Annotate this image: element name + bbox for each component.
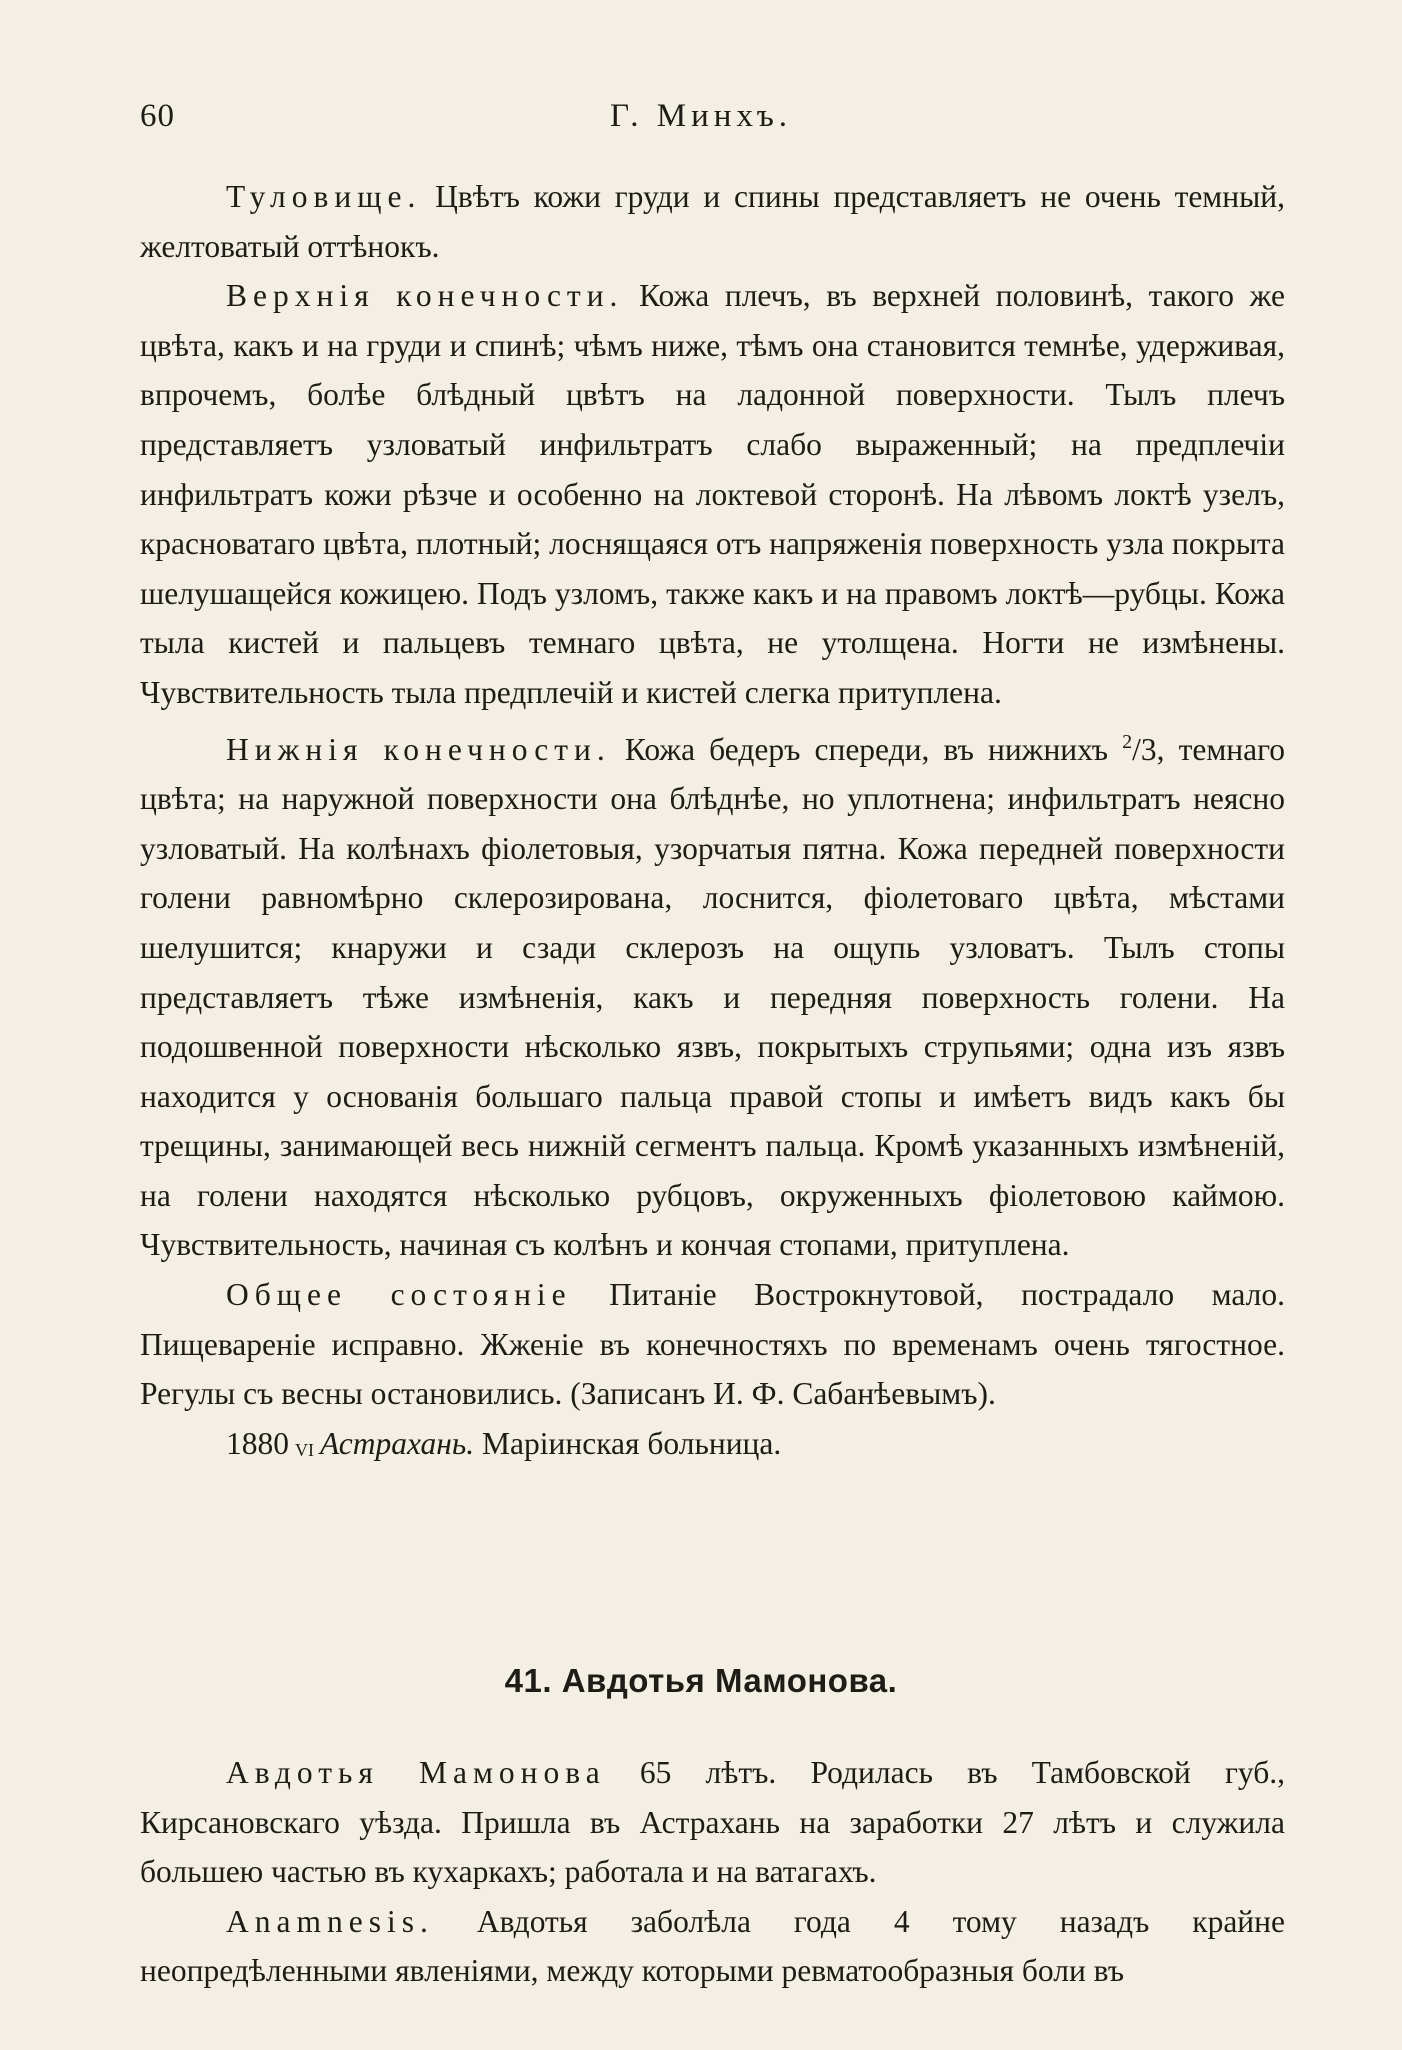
- paragraph-text: , темнаго цвѣта; на наружной поверхности она блѣднѣе, но уплотнена; инфильтратъ неясно узловатый. На колѣнахъ фіолетовыя, узорчатыя пятна. Кожа передней поверхности голени равномѣрно склерозирована, лоснится, фіолетоваго цвѣта, мѣстами шелушится; кнаружи и сзади склерозъ на ощупь узловатъ. Тылъ стопы представляетъ тѣже измѣненія, какъ и передняя поверхность голени. На подошвенной поверхности нѣсколько язвъ, покрытыхъ струпьями; одна изъ язвъ находится у основанія большаго пальца правой стопы и имѣетъ видъ какъ бы трещины, занимающей весь нижній сегментъ пальца. Кромѣ указанныхъ измѣненій, на голени находятся нѣсколько рубцовъ, окруженныхъ фіолетовою каймою. Чувствительность, начиная съ колѣнъ и кончая стопами, притуплена.: [140, 731, 1286, 1263]
- month: VI: [295, 1439, 314, 1460]
- paragraph-lead: Общее состояніе: [226, 1277, 572, 1313]
- paragraph-anamnesis: [140, 1897, 1285, 1996]
- paragraph-lead: Нижнія конечности.: [226, 731, 611, 767]
- paragraph-date-place: [140, 1419, 1285, 1476]
- paragraph-lead: Туловище.: [226, 179, 422, 214]
- paragraph-text: Авдотья заболѣла года 4 тому назадъ крайне неопредѣленными явленіями, между которыми ревматообразныя боли въ: [140, 1903, 1285, 1989]
- paragraph-intro: [140, 1748, 1285, 1897]
- paragraph-text: Питаніе Вострокнутовой, пострадало мало. Пищевареніе исправно. Жженіе въ конечностяхъ по временамъ очень тягостное. Регулы съ весны остановились. (Записанъ И. Ф. Сабанѣевымъ).: [140, 1277, 1285, 1412]
- place: Астрахань.: [320, 1425, 475, 1461]
- case-41-text: [140, 1748, 1285, 1996]
- paragraph-lead: Anamnesis.: [226, 1903, 434, 1939]
- paragraph-lower-limbs: [140, 718, 1285, 1271]
- paragraph-text: 65 лѣтъ. Родилась въ Тамбовской губ., Кирсановскаго уѣзда. Пришла въ Астрахань на заработки 27 лѣтъ и служила большею частью въ кухаркахъ; работала и на ватагахъ.: [140, 1755, 1285, 1890]
- paragraph-upper-limbs: [140, 271, 1285, 717]
- paragraph-trunk: [140, 172, 1285, 271]
- paragraph-lead: Авдотья Мамонова: [226, 1755, 606, 1790]
- fraction-denominator: /3: [1132, 731, 1157, 767]
- paragraph-lead: Верхнія конечности.: [226, 278, 624, 314]
- running-head: Г. Минхъ.: [609, 98, 793, 134]
- paragraph-general-state: [140, 1270, 1285, 1419]
- institution: Маріинская больница.: [482, 1425, 782, 1461]
- case-heading: 41. Авдотья Мамонова.: [504, 1662, 898, 1699]
- case-40-text: [140, 172, 1285, 1475]
- year: 1880: [226, 1425, 289, 1461]
- page-number: 60: [140, 98, 175, 134]
- paragraph-text: Цвѣтъ кожи груди и спины представляетъ не очень темный, желтоватый оттѣнокъ.: [140, 179, 1285, 264]
- paragraph-text: Кожа плечъ, въ верхней половинѣ, такого же цвѣта, какъ и на груди и спинѣ; чѣмъ ниже, тѣмъ она становится темнѣе, удерживая, впрочемъ, болѣе блѣдный цвѣтъ на ладонной поверхности. Тылъ плечъ представляетъ узловатый инфильтратъ слабо выраженный; на предплечіи инфильтратъ кожи рѣзче и особенно на локтевой сторонѣ. На лѣвомъ локтѣ узелъ, красноватаго цвѣта, плотный; лоснящаяся отъ напряженія поверхность узла покрыта шелушащейся кожицею. Подъ узломъ, также какъ и на правомъ локтѣ—рубцы. Кожа тыла кистей и пальцевъ темнаго цвѣта, не утолщена. Ногти не измѣнены. Чувствительность тыла предплечій и кистей слегка притуплена.: [140, 278, 1285, 710]
- fraction-numerator: 2: [1122, 730, 1133, 753]
- paragraph-text: Кожа бедеръ спереди, въ нижнихъ: [624, 731, 1108, 767]
